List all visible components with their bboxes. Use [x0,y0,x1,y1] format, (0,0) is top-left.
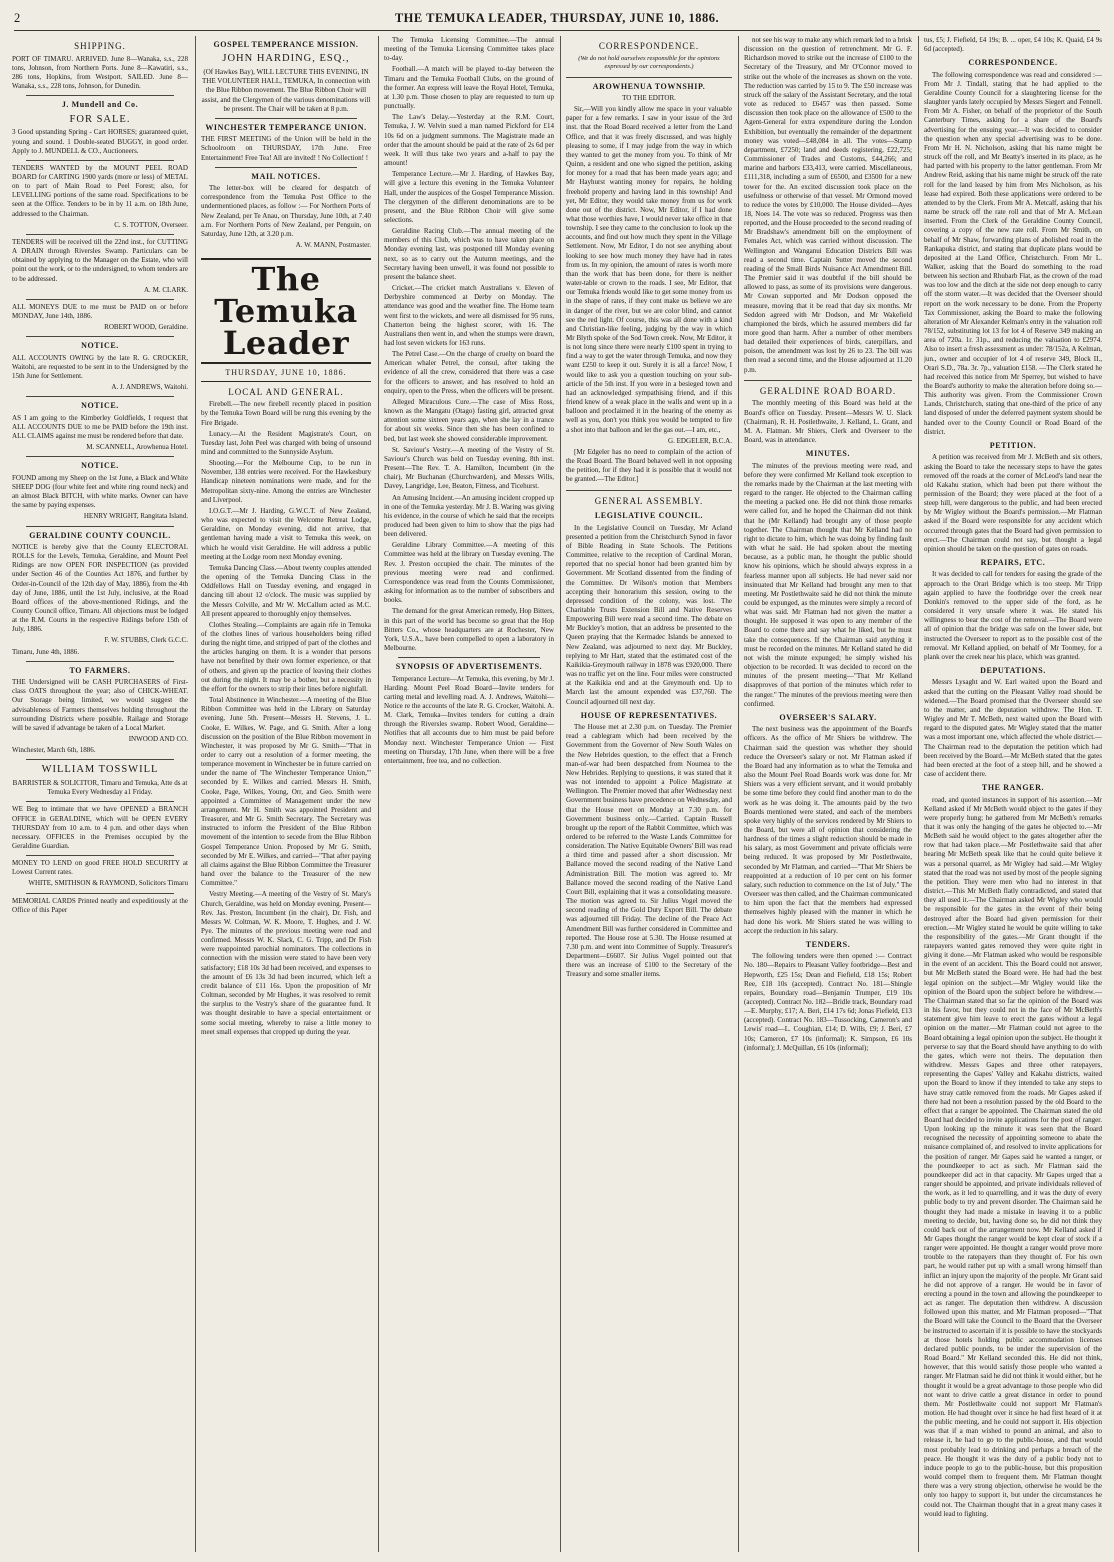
tosswill-text: BARRISTER & SOLICITOR, Timaru and Temuka, Atte ds at Temuka Every Wednesday a1 Friday. [12,779,188,797]
notice-heading: NOTICE. [81,401,119,411]
assembly-continued: not see his way to make any which remark led to a brisk discussion on the question of retrenchment. Mr G. F. Richardson moved to strike out the increase of £100 to the Secretary of the Treasury, and Mr O'Connor moved to strike out the whole of the increases as shown on the vote. The reduction was carried by 15 to 9. The £50 increase was struck off the salary of the Assistant Secretary, and the total vote as reduced to £6457 was then passed. Some discussion then took place on the allowance of £500 to the Agent-General for extra expenditure during the London Exhibition, but eventually the remainder of the department money was voted—£48,084 in all. The votes—Stamp department, £7250; land and deeds registering, £22,725; Commissioner of Trades and Customs, £44,266; and marine and harbors £33,413, were carried. Miscellaneous, £111,318, including a sum of £6500, and £3500 for a new tower for the. An excited discussion took place on the usefulness or otherwise of that vessel. Mr Ormond moved to reduce the votes by £10,000. The House divided—Ayes 18, Noes 14. The vote was so reduced. Progress was then reported, and the House proceeded to the second reading of Mr Bradshaw's amendment bill on the employment of Females Act, which was carried without discussion. The Wellington and Wanganui Education Districts Bill was read a second time. Captain Sutter moved the second reading of the Small Birds Nuisance Act Amendment Bill. The Premier said it was doubtful if the bill should be allowed to pass, as some of its provisions were dangerous. Mr Cowan supported and Mr Dodson opposed the measure, moving that it be read that day six months. Mr Seddon agreed with Mr Dodson, and Mr Wakefield championed the birds, which he assured members did far more good than harm. After a number of other members had detailed their experiences of birds, caterpillars, and poison, the amendment was lost by 26 to 23. The bill was then read a second time, and the House adjourned at 11.20 p.m. [744,36,912,374]
local-item: Lunacy.—At the Resident Magistrate's Court, on Tuesday last, John Peel was charged with being of unsound mind and committed to the Sunnyside Asylum. [201,429,371,457]
geraldine-road-board-heading: GERALDINE ROAD BOARD. [759,385,897,396]
moneys-due-notice: ALL MONEYS DUE to me must be PAID on or before MONDAY, June 14th, 1886. [12,302,188,320]
column-3 [384,36,554,1556]
tenders-drain: TENDERS will be received till the 22nd inst., for CUTTING A DRAIN through Riversles Swamp. Particulars can be obtained by applying to the Manager on the Estate, who will point out the work, or to the undersigned, to whom tenders are to be addressed. [12,237,188,283]
local-item: Football.—A match will be played to-day between the Timaru and the Temuka Football Clubs, on the ground of the former. An express will leave the Royal Hotel, Temuka, at 1.30 p.m. Those chosen to play are requested to turn up punctually. [384,65,554,111]
local-item: The Petrel Case.—On the charge of cruelty on board the American whaler Petrel, the consul, after taking the evidence of all the crew, considered that there was a case for the officers to answer, and has resolved to hold an enquiry, open to the Press, when the officers will be present. [384,350,554,395]
local-item: Temuka Dancing Class.—About twenty couples attended the opening of the Temuka Dancing Class in the Oddfellows Hall on Tuesday evening, and engaged in dancing till about 12 o'clock. The music was supplied by the Messrs Colville, and Mr W. McCallum acted as M.C. All present appeared to thoroughly enjoy themselves. [201,563,371,618]
correspondence-disclaimer: (We do not hold ourselves responsible for the opinions expressed by our correspondents.) [578,54,720,71]
winchester-union-text: THE FIRST MEETING of the Union will be held in the Schoolroom on THURSDAY, 17th June. Free Entertainment! Free Tea! All are invited! ! No Collection! ! [201,135,371,162]
for-sale-heading: FOR SALE. [69,113,131,125]
mail-notices-text: The letter-box will be cleared for despatch of correspondence from the Temuka Post Office to the undermentioned places, as follow :— For Northern Ports of New Zealand, per Te Anau, on Thursday, June 10th, at 7.40 a.m. For Northern Ports of New Zealand, per Penguin, on Saturday, June 12th, at 3.20 p.m. [201,184,371,238]
tenders-text: The following tenders were then opened :— Contract No. 180—Repairs to Pleasant Valley footbridge—Best and Hepworth, £25 15s; Dean and Fiefield, £18 15s; Robert Ree, £18 10s (accepted). Contract No. 181—Shingle repairs, Boundary road—Benjamin Trumper, £19 10s (accepted). Contract No. 182—Bridle track, Boundary road—E. Murphy, £17; A. Beri, £14 17s 6d; Jonas Fiefield, £13 (accepted). Contract No. 183—Tussocking, Cameron's and Lewis' road—L. Coughian, £14; D. Wills, £9; J. Beri, £7 10s; Cameron, £7 10s (informal); K. Simpson, £6 10s (informal); J. McQuillan, £6 10s (informal); [744,952,912,1052]
column-rule [378,36,379,1552]
ranger-heading: THE RANGER. [981,783,1045,793]
gospel-mission-heading: GOSPEL TEMPERANCE MISSION. [213,40,359,49]
local-item: Total Abstinence in Winchester.—A meeting of the Blue Ribbon Committee was held in the Library on Saturday evening, June 5th. Present—Messrs H. Stevens, J. L. Cooke, E. Wilkes, W. Page, and G. Smith. After a long discussion on the position of the Blue Ribbon movement in Winchester, it was proposed by Mr G. Smith—"That in order to carry out a resolution of a former meeting, the temperance movement in Winchester be in future carried on under the name of 'The Winchester Temperance Union,'" seconded by E. Wilkes and carried. Messrs H. Smith, Cooke, Page, Wilkes, Young, Orr, and Geo. Smith were appointed a Committee of Management under the new arrangement. Mr H. Smith was appointed President and Treasurer, and Mr G. Smith Secretary. The Secretary was instructed to inform the President of the Blue Ribbon movement of the intention to secede from the Blue Ribbon Gospel Temperance Union. Proposed by Mr G. Smith, seconded by Mr E. Wilkes, and carried—"That after paying all claims against the Blue Ribbon Committee the Treasurer hand over the balance to the Treasurer of the new Committee." [201,696,371,888]
house-of-representatives-text: The House met at 2.30 p.m. on Tuesday. The Premier read a cablegram which had been received by the Government from the Governor of New South Wales on the New Hebrides question, to the effect that a French man-of-war had been despatched from Noumea to the New Hebrides. Replying to questions, it was stated that it was not intended to appoint a Police Magistrate at Wellington. The Premier moved that after Wednesday next Government business have precedence on Wednesday, and that the House meet on Monday at 7.30 p.m. for Government business only.—Carried. Captain Russell brought up the report of the Rabbit Committee, which was ordered to be referred to the Waste Lands Committee for consideration. The Native Equitable Owners' Bill was read a third time and passed after a short discussion. Mr Ballance moved the second reading of the Native Land Administration Bill. The motion was agreed to. Mr Ballance moved the second reading of the Native Land Court Bill, explaining that it was a consolidating measure. The motion was agreed to. Sir Julius Vogel moved the second reading of the Gold Duty Export Bill. The debate was adjourned till Friday. The decline of the Peace Act Amendment Bill was further considered in Committee and reported. The House rose at 5.30. The House resumed at 7.30 p.m. and went into Committee of Supply. Treasurer's Department—£6607. Sir Julius Vogel pointed out that there was an increase of £100 to the Secretary of the Treasury and some smaller items. [566,723,732,979]
tenders-continued: tus, £5; J. Fiefield, £4 19s; B. ... oper, £4 10s; K. Quaid, £4 9s 6d (accepted). [924,36,1102,54]
repairs-heading: REPAIRS, ETC. [980,558,1046,568]
deputations-text: Messrs Lysaght and W. Earl waited upon the Board and asked that the cutting on the Pleasant Valley road should be widened.—The Board promised that the Overseer should see to the matter, and the deputation withdrew. The Hon. T. Wigley and Mr T. McBeth, next waited upon the Board with regard to the disputed gates. Mr Wigley stated that the matter was a most important one, which affected the whole district.—The Chairman read to the deputation the petition which had been received by the Board.—Mr McBeth stated that the gates had been erected at the foot of a steep hill, and he showed a case of accident there. [924,678,1102,778]
county-council-date: Timaru, June 4th, 1886. [12,647,80,656]
farmers-signature: INWOOD AND CO. [128,735,188,744]
winchester-union-heading: WINCHESTER TEMPERANCE UNION. [205,122,367,132]
arowhenua-heading: AROWHENUA TOWNSHIP. [592,81,706,91]
column-1 [12,36,188,1556]
local-item: Geraldine Library Committee.—A meeting of this Committee was held at the library on Tuesday evening. The Rev. J. Preston occupied the chair. The minutes of the previous meeting were read and confirmed. Correspondence was read from the Counts Commissioner, asking for information as to the number of subscribers and books. [384,541,554,605]
column-2 [201,36,371,1556]
page-number: 2 [14,11,21,25]
memorial-cards: MEMORIAL CARDS Printed neatly and expeditiously at the Office of this Paper [12,896,188,914]
local-item: Shooting.—For the Melbourne Cup, to be run in November, 138 entries were received. For the Hawkesbury Handicap nineteen nominations were made, and for the Metropolitan sixty-nine. Among the entries are Winchester and Liverpool. [201,459,371,504]
newspaper-title: The Temuka Leader [214,260,358,363]
local-item: The Temuka Licensing Committee.—The annual meeting of the Temuka Licensing Committee takes place to-day. [384,36,554,63]
farmers-date: Winchester, March 6th, 1886. [12,746,96,755]
board-correspondence-heading: CORRESPONDENCE. [968,58,1058,68]
running-head-title: THE TEMUKA LEADER, THURSDAY, JUNE 10, 1886. [394,11,720,25]
shipping-text: PORT OF TIMARU. ARRIVED. June 8—Wanaka, s.s., 228 tons, Johnson, from Northern Ports. June 8—Kawatiri, s.s., 286 tons, Hopkins, from Westport. SAILED. June 8—Wanaka, s.s., 228 tons, Johnson, for Dunedin. [12,54,188,91]
letter-signature: G. EDGELER, B.C.A. [667,436,732,445]
geraldine-road-board-text: The monthly meeting of this Board was held at the Board's office on Tuesday. Present—Messrs W. U. Slack (Chairman), R. H. Postlethwaite, J. Kelland, L. Grant, and M. A. Flatman. Mr Shiers, Clerk and Overseer to the Board, was in attendance. [744,399,912,445]
notice-accounts-signature: A. J. ANDREWS, Waitohi. [111,383,188,392]
local-general-heading: LOCAL AND GENERAL. [228,386,344,397]
general-assembly-heading: GENERAL ASSEMBLY. [594,495,704,506]
money-to-lend: MONEY TO LEND on good FREE HOLD SECURITY at Lowest Current rates. [12,859,188,877]
local-item: The demand for the great American remedy, Hop Bitters, in this part of the world has become so great that the Hop Bitters Co., whose headquarters are at Rochester, New York, U.S.A., have been compelled to open a laboratory in Melbourne. [384,607,554,652]
local-item: Temperance Lecture.—Mr J. Harding, of Hawkes Bay, will give a lecture this evening in the Temuka Volunteer Hall, under the auspices of the Gospel Temperance Mission. The clergymen of the different denominations are to be present, and the Blue Ribbon Choir will give some selections. [384,170,554,224]
harding-name: JOHN HARDING, ESQ., [222,53,350,65]
notice-found-dog: FOUND among my Sheep on the 1st June, a Black and White SHEEP DOG (four white feet and white ring round neck) and an almost Black BITCH, with white marks. Owner can have the same by paying expenses. [12,473,188,510]
notice-found-dog-signature: HENRY WRIGHT, Rangitata Island. [83,512,188,521]
farmers-heading: TO FARMERS. [69,665,131,675]
column-6 [924,36,1102,1556]
moneys-due-signature: ROBERT WOOD, Geraldine. [104,323,188,332]
notice-goldfields-signature: M. SCANNELL, Arowhenua Hotel. [86,443,188,452]
shipping-heading: SHIPPING. [74,41,126,51]
column-rule [560,36,561,1552]
local-item: Clothes Stealing.—Complaints are again rife in Temuka of the clothes lines of various householders being rifled during the night time, and stripped of part of the clothes and the articles hanging on them. It is a wonder that persons have not benefited by their own former experience, or that of others, and given up the practice of leaving their clothes out during the night. It may be a bother, but a necessity in the effort for the owners to strip their lines before nightfall. [201,620,371,693]
tenders-mount-peel: TENDERS WANTED by the MOUNT PEEL ROAD BOARD for CARTING 1900 yards (more or less) of METAL on to part of Main Road to Peel Forest; also, for LEVELLING portions of the same road. Specifications to be seen at the Office. Tenders to be in by 11 a.m. on 18th June, addressed to the Chairman. [12,163,188,218]
column-rule [195,36,196,1552]
running-head [14,8,1100,31]
mail-notices-heading: MAIL NOTICES. [251,171,321,181]
column-4 [566,36,732,1556]
branch-office-notice: WE Beg to intimate that we have OPENED a BRANCH OFFICE in GERALDINE, which will be OPEN EVERY THURSDAY from 10 a.m. to 4 p.m. and other days when necessary. OFFICES in the Premises occupied by the Geraldine Guardian. [12,805,188,850]
tenders-mount-peel-signature: C. S. TOTTON, Overseer. [114,220,188,229]
local-item: Vestry Meeting.—A meeting of the Vestry of St. Mary's Church, Geraldine, was held on Monday evening. Present—Rev. Jas. Preston, Incumbent (in the chair), Dr. Fish, and Messrs W. Coltman, W. K. Moore, T. Hughes, and J. W. Pye. The minutes of the previous meeting were read and confirmed. Messrs W. K. Slack, C. G. Tripp, and Dr Fish were reappointed parochial nominators. The collections in connection with the mission were stated to have been very satisfactory; £18 10s 3d had been received, and expenses to the amount of £6 13s 3d had been incurred, which left a credit balance of £11 16s. Upon the proposition of Mr Coltman, seconded by Mr Hughes, it was resolved to remit the surplus to the Vestry's share of the guarantee fund. It was thought desirable to have a special entertainment or some social meeting, whereby to raise a little money to meet small expenses that cropped up during the year. [201,890,371,1036]
column-rule [918,36,919,1552]
column-5 [744,36,912,1556]
notice-goldfields: AS I am going to the Kimberley Goldfields, I request that ALL ACCOUNTS DUE to me be PAID before the 19th inst. ALL CLAIMS against me must be rendered before that date. [12,413,188,441]
synopsis-heading: SYNOPSIS OF ADVERTISEMENTS. [395,662,543,672]
deputations-continued: road, and quoted instances in support of his assertion.—Mr Kelland asked if Mr McBeth would object to the gates if they were properly hung; he gathered from Mr McBeth's remarks that it was only the hanging of the gates he objected to.—Mr McBeth said he would object to the gates altogether after the row that had taken place.—Mr Postlethwaite said that after hearing Mr McBeth speak like that he could quite believe it was a personal quarrel, as Mr Wigley had said.—Mr Wigley stated that the road was not used by most of the people signing the petition. They were men who had no interest in that district.—This Mr McBeth flatly contradicted, and stated that they all used it.—The Chairman asked Mr Wigley who would be responsible for the gates in the event of their being destroyed after the Board had given permission for their erection.—Mr Wigley stated he would be quite willing to take the responsibility of the gates.—Mr Grant thought if the ratepayers wanted gates removed they were quite right in giving it done.—Mr Flatman asked who would be responsible in the event of an accident. This the Board could not answer, but Mr McBeth stated the Board were. He had had the best legal opinion on the subject.—Mr Wigley would like the opinion of the Board upon the subject before he withdrew.—The Chairman stated that so far the opinion of the Board was in his favor, but they could not in the face of Mr McBeth's statement give him leave to erect the gates without a legal opinion on the matter.—Mr Flatman could not agree to the Board obtaining a legal opinion upon the subject. He thought it perverse to say that the Board should have anything to do with the gates, which were not theirs. The deputation then withdrew. Messrs Gapes and three other ratepayers, representing the Gapes' Valley and Kakahu districts, waited upon the Board to know if they intended to take any steps to have stray cattle removed from the roads. Mr Gapes asked if there had not been a resolution passed by the old Board to the effect that a ranger be appointed. The Chairman stated the old Board had decided to invite applications for the post of ranger. Upon looking up the minute it was seen that the Board recognised the necessity of appointing someone to abate the nuisance complained of, and resolved to invite applications for the position of ranger. Mr Gapes said he wanted a ranger, or the poundkeeper to act as such. Mr Flatman said the poundkeeper did act in that capacity. Mr Gapes urged that a ranger should be appointed, and private individuals relieved of the work, as it led to quarrelling, and it was the duty of every public body to try and prevent disorder. The Chairman said he thought they had made a mistake in leaving it to a public meeting to decide, but, having done so, he did not think they could back out of the arrangement now. Mr Kelland asked if Mr Gapes thought the ranger would be kept clear of stock if a ranger were appointed. He thought a ranger would prove more trouble to the ratepayers than they thought of. For his own part, he would rather put up with a small wrong himself than inflict an injury upon the majority of the people. Mr Grant said he did not approve of a ranger. He would be in favor of erecting a pound in the town and allowing the poundkeeper to act as ranger. The deputation then withdrew. A discussion followed upon this matter, and Mr Flatman proposed—"That the Board will take the Council to the Board that the Overseer be instructed to ascertain if it is possible to have the stockyards at those hotels holding public accommodation licenses declared public pounds, to be under the supervision of the Road Board." Mr Kelland seconded this. He did not think, however, that this would satisfy those people who wanted a ranger. Mr Flatman said he did not think it would either, but he thought it would be a great advantage to those people who did not want to drive cattle a great distance in order to pound them. Mr Postlethwaite could not support Mr Flatman's motion. He had thought over it since he had first heard of it at the public meeting, and he could not support it. His objection was that if a man wished to pound an animal, and also to release it, he had to go to the public-house, and that would most probably lead to drinking and perhaps a breach of the peace. He thought it was the duty of a public body not to induce people to go to the public-house, but this proposition would compel them to frequent them. Mr Flatman thought there was a very strong objection, otherwise he would be the only too happy to support it, but under the circumstances he could not. The Chairman thought that in a great many cases it would lead to fighting. [924,795,1102,1518]
issue-date: THURSDAY, JUNE 10, 1886. [201,368,371,381]
county-council-signature: F. W. STUBBS, Clerk G.C.C. [104,636,188,645]
farmers-notice: THE Undersigned will be CASH PURCHASERS of First-class OATS throughout the year; also of CHICK-WHEAT. Our Storage being limited, we would suggest the advisableness of Farmers themselves holding throughout the surrounding Districts where possible. Railage and Storage will be saved if advantage be taken of a Local Market. [12,678,188,732]
local-item: St. Saviour's Vestry.—A meeting of the Vestry of St. Saviour's Church was held on Tuesday evening, 8th inst. Present—The Rev. T. A. Hamilton, Incumbent (in the chair), Mr Buchanan (Churchwarden), and Messrs Wills, Davey, Langridge, Lee, Beaton, Fitness, and Ticehurst. [384,445,554,491]
tosswill-name: WILLIAM TOSSWILL [41,764,159,776]
county-council-heading: GERALDINE COUNTY COUNCIL. [29,530,171,540]
overseer-salary-heading: OVERSEER'S SALARY. [779,712,877,722]
letter-body: Sir,—Will you kindly allow me space in your valuable paper for a few remarks. I saw in your issue of the 3rd inst. that the Road Board received a letter from the Land Office, and that it was freely discussed, and was highly pleasing to some, if I may judge from the way in which they wanted to get the money from you. To think of Mr Quinn, a resident and one who signed the petition, asking for money for a road that has been made years ago; and Mr Hayhurst wanting money for repairs, he holding freehold property and having land in this township! And yet, Mr Editor, they would take money from us for work done out of the district. Now, Mr Editor, if I had done what those worthies have, I would never take office in that township. I see they came to the conclusion to look up the accounts, and find out how much they spent in the Village Settlement. Now, Mr Editor, I do not see anything about looking to see how much money they have had in rates from us. In my opinion, the amount of rates is worth more than the work that has been done, for there is neither water-table or crown to the roads. I see, Mr Editor, that our Temuka friends would like to get some money from us in the shape of rates, if they cont make us believe we are in danger of the river, but we are color blind, and cannot see the red light. Of course, this was all done with a kind and Christian-like feeling, judging by the way in which Mr Blyth spoke of the Sod Town creek. Now, Mr Editor, it is not long since there were nearly £100 spent in trying to find a way to get the water through Temuka, and now they want £250 to keep it out. Surely it is all a farce! Now, I would like to ask you a question touching on your sub-article of the 5th inst. If you were in a besieged town and had an acknowledged sympathising friend, and if this friend knew of a weak place in the walls and went up in a balloon and proclaimed it in the hearing of the enemy as well as you, don't you think you would be tempted to fire a shot into that balloon and let the gas out.—I am, etc., [566,105,732,434]
notice-heading: NOTICE. [81,461,119,471]
local-item: Geraldine Racing Club.—The annual meeting of the members of this Club, which was to have taken place on Monday evening last, was postponed till Monday evening next, so as to carry out the Autumn meetings, and the Secretary having been unwell, it was found not possible to present the balance sheet. [384,227,554,281]
to-the-editor: TO THE EDITOR. [622,93,676,102]
minutes-heading: MINUTES. [805,449,851,459]
legislative-council-text: In the Legislative Council on Tuesday, Mr Acland presented a petition from the Christchurch Synod in favor of Bible Reading in State Schools. The Petitions Committee, relative to the reception of Cardinal Moran, reported that no special honor had been granted him by Government. Mr Scotland dissented from the finding of the Committee. Dr Wilson's motion that Members accepting their honorarium this session, owing to the depressed condition of the colony, was lost. The Charitable Trusts Extension Bill and Native Reserves Empowering Bill were read a second time. The debate on Mr Buckley's motion, that an address be presented to the Queen praying that the Kermadec Islands be annexed to New Zealand, was adjourned to next day. Mr Buckley, replying to Mr Hart, stated that the estimated cost of the Kaikikia-Greymouth railway in 1878 was £920,000. There was no traffic yet on the line. Four miles were constructed at the Kaikikia end and at the Greymouth end. Up to March last the amount expended was £37,760. The Council adjourned till next day. [566,523,732,706]
legislative-council-heading: LEGISLATIVE COUNCIL. [594,511,704,521]
minutes-text: The minutes of the previous meeting were read, and before they were confirmed Mr Kelland took exception to the remarks made by the Chairman at the last meeting with regard to the ranger. He objected to the Chairman calling the meeting a packed one. He did not think those remarks were called for, and he hoped the Chairman did not think that he (Mr Kelland) had brought any of those people together. The Chairman thought that Mr Kelland had no right to dictate to him, which he was doing by finding fault with what he said. He had spoken about the meeting because, as a public man, he thought the public should know his opinions, which he should always express in a fearless manner upon all subjects. He had never said nor insinuated that Mr Kelland had brought any men to that meeting. Mr Postlethwaite said he did not think the minute could be expunged, as the minutes were simply a record of what was said. Mr Flatman had not given the matter a thought. He supposed it was open to any member of the Board to come there and say what he liked, but he must take the consequences. If the Chairman said anything it must be recorded on the minutes. Mr Kelland stated he did not wish the minute expunged; he simply wished his objection to be recorded. It was decided to record on the minutes of the present meeting—"That Mr Kelland disapproves of that portion of the minutes which refer to the ranger." The minutes of the previous meeting were then confirmed. [744,461,912,708]
petition-text: A petition was received from Mr J. McBeth and six others, asking the Board to take the necessary steps to have the gates removed off the roads at the corner of McLeod's land near the old Kakahu station, which had been put there without the permission of the Board; they were placed at the foot of a steep hill, were dangerous to the public, and had been erected by Mr Wigley without the Board's permission.—Mr Flatman asked if the Board were responsible for any accident which occurred through gates that the Board had given permission to erect.—The Chairman could not say, but thought a legal opinion should be taken on the question of gates on roads. [924,453,1102,553]
sale-advertiser: J. Mundell and Co. [61,100,139,110]
correspondence-heading: CORRESPONDENCE. [598,41,700,51]
petition-heading: PETITION. [989,440,1037,450]
repairs-text: It was decided to call for tenders for easing the grade of the approach to the Orari Bridge which is too steep. Mr Tripp again applied to have the footbridge over the creek near Donkin's removed to the upper side of the ford, as he considered it very unsafe where it was. He stated his willingness to bear the cost of the removal.—The Board were all of opinion that the bridge was safe on the lower side, but instructed the Overseer to report as to the possible cost of the removal. Mr Kelland applied, on behalf of Mr Toomey, for a plank over the creek near his place, which was granted. [924,570,1102,661]
local-item: An Amusing Incident.—An amusing incident cropped up in one of the Temuka yesterday. Mr J. B. Waring was giving his evidence, in the course of which he said that the receipts produced had been given to him to show that the pigs had been delivered. [384,493,554,539]
mail-notices-signature: A. W. MANN, Postmaster. [295,241,371,249]
harding-lecture-text: (Of Hawkes Bay), WILL LECTURE THIS EVENING, IN THE VOLUNTEER HALL, TEMUKA, In connection with the Blue Ribbon movement. The Blue Ribbon Choir will assist, and the Clergymen of the various denominations will be present. The Chair will be taken at 8 p.m. [201,68,371,113]
overseer-salary-text: The next business was the appointment of the Board's officers. As the office of Mr Shiers be withdrew. The Chairman said the question was whether they should reduce the Overseer's salary or not. Mr Flatman asked if the Board had any information as to what the Temuka and also the Mount Peel Road Boards work was done for. Mr Shiers was a very efficient servant, and it would probably be some time before they could find another man to do the work as he was doing it. The amounts paid by the two Boards mentioned were stated, and each of the members spoke very highly of the services rendered by Mr Shiers to the Board, but were all of opinion that considering the hardness of the times a slight reduction should be made in his salary, as most Government and private officials were being reduced. It was proposed by Mr Postlethwaite, seconded by Mr Flatman, and carried—"That Mr Shiers be reappointed at a reduction of 10 per cent on his former salary, such reduction to commence on the 1st of July." The Overseer was then called, and the Chairman communicated to him upon the fact that the members had expressed themselves highly pleased with the manner in which he had done his work. Mr Shiers stated he was willing to accept the reduction in his salary. [744,725,912,935]
local-item: Cricket.—The cricket match Australians v. Eleven of Derbyshire commenced at Derby on Monday. The attendance was good and the weather fine. The Home team went first to the wickets, and were all dismissed for 95 runs, Chatterton being the highest scorer, with 16. The Australians then went in, and when the stumps were drawn, had lost seven wickets for 163 runs. [384,284,554,347]
board-correspondence-text: The following correspondence was read and considered :— From Mr J. Tindall, stating that he had applied to the Geraldine County Council for a slaughtering license for the slaughter yards lately occupied by Messrs Siegert and Fennell. From Mr A. Fisher, on behalf of the proprietor of the South Canterbury Times, asking for a share of the Board's advertising for the ensuing year.—It was decided to consider the question when any special advertising was to be done. From Mr H. N. Nicholson, asking that his name might be struck off the roll, and Mr Beatty's inserted in its place, as he had parted with his property to the latter gentleman. From Mr Andrew Reid, asking that his name might be struck off the rate roll for the land leased by him from Mrs Nicholson, as his lease had expired. Both these applications were ordered to be attended to by the Clerk. From Mr A. Metcalf, asking that his name be struck off the rate roll and that of Mr A. McLean inserted. From the Clerk of the Geraldine County Council, covering a copy of the new rate roll. From Mr Smith, on behalf of Mr Shaw, forwarding plans of abolished road in the Rankapuka district, and stating that duplicate plans would be deposited at the Land Office, Christchurch. From Mr L. Walker, asking that the Board do something to the road between his section and Rhubarb Flat, as the crown of the road was too low and the ditch at the side not deep enough to carry off the storm water.—It was decided that the Overseer should report on the work necessary to be done. From the Property Tax Commissioner, asking the Board to make the following alteration of Mr Alexander Kelman's entry in the valuation roll 78/152, substituting lot 13 for lot 4 of Reserve 349 making an area of 720a. 1r. 31p., and reducing the valuation to £2974. Also to insert a fresh assessment as under: 78/152a, A Kelman, jun., owner and occupier of lot 4 of reserve 349, Block II., Orari S.D., 78a. 3r. 7p., valuation £158. —The Clerk stated he had received this notice from Mr Sperrey, but wished to have the Board's authority to make the alteration before doing so.—This authority was given. From the Commissioner Crown Lands, Christchurch, stating that one-third of the price of any land disposed of under the deferred payment system should be handed over to the County Council or Road Board of the district. [924,70,1102,436]
newspaper-flag [201,258,371,364]
notice-heading: NOTICE. [81,341,119,351]
notice-accounts: ALL ACCOUNTS OWING by the late R. G. CROCKER, Waitohi, are requested to be sent in to the Undersigned by the 15th June for Settlement. [12,353,188,381]
local-item: Firebell.—The new firebell recently placed in position by the Temuka Town Board will be rung this evening by the Fire Brigade. [201,400,371,427]
local-item: Alleged Miraculous Cure.—The case of Miss Ross, known as the Mangatu (Otago) fasting girl, attracted great attention some sixteen years ago, when she lay in a trance for about six weeks. Since then she has been confined to bed, but last week she showed considerable improvement. [384,397,554,443]
for-sale-text: 3 Good upstanding Spring - Cart HORSES; guaranteed quiet, young and sound. 1 Double-seated BUGGY, in good order. Apply to J. MUNDELL & CO., Auctioneers. [12,128,188,155]
deputations-heading: DEPUTATIONS. [980,666,1046,676]
money-to-lend-signature: WHITE, SMITHSON & RAYMOND, Solicitors Timaru [28,879,188,888]
tenders-heading: TENDERS. [805,939,851,949]
local-item: The Law's Delay.—Yesterday at the R.M. Court, Temuka, J. W. Velvin sued a man named Pickford for £14 10s 6d on a judgment summons. The Magistrate made an order that the amount should be paid at the rate of 2s 6d per week. It will thus take two years and a-half to pay the amount! [384,113,554,168]
column-rule [738,36,739,1552]
house-of-representatives-heading: HOUSE OF REPRESENTATIVES. [580,710,718,720]
tenders-drain-signature: A. M. CLARK. [143,285,188,294]
synopsis-text: Temperance Lecture—At Temuka, this evening, by Mr J. Harding. Mount Peel Road Board—Invite tenders for carting metal and levelling road. A. J. Andrews, Waitohi—Notice re the accounts of the late R. G. Crocker, Waitohi. A. M. Clark, Temuka—Invites tenders for cutting a drain through the Riversles swamp. Robert Wood, Geraldine—Notifies that all accounts due to him must be paid before Monday next. Winchester Temperance Union — First meeting on Thursday, 17th June, when there will be a free entertainment, free tea, and no collection. [384,674,554,765]
editor-note: [Mr Edgeler has no need to complain of the action of the Road Board. The Board behaved well in not opposing the petition, for if they had it is possible that it would not be granted.—The Editor.] [566,447,732,484]
local-item: I.O.G.T.—Mr J. Harding, G.W.C.T. of New Zealand, who was expected to visit the Welcome Retreat Lodge, Geraldine, on Monday evening, did not arrive, that gentleman having made a visit to Temuka this week, on which he would visit Geraldine. He will address a public meeting at the Lodge room next Monday evening. [201,506,371,561]
county-council-notice: NOTICE is hereby give that the County ELECTORAL ROLLS for the Levels, Temuka, Geraldine, and Mount Peel Ridings are now OPEN FOR INSPECTION (as provided under Section 46 of the Counties Act 1876, and further by Order-in-Council of the 12th day of May, 1886), from the 4th day of June, 1886, until the 1st July, inclusive, at the Road Board offices of the above-mentioned Ridings, and the County Council office, Timaru. All objections must be lodged at the R.M. Courts in the respective Ridings before 15th of July, 1886. [12,542,188,634]
